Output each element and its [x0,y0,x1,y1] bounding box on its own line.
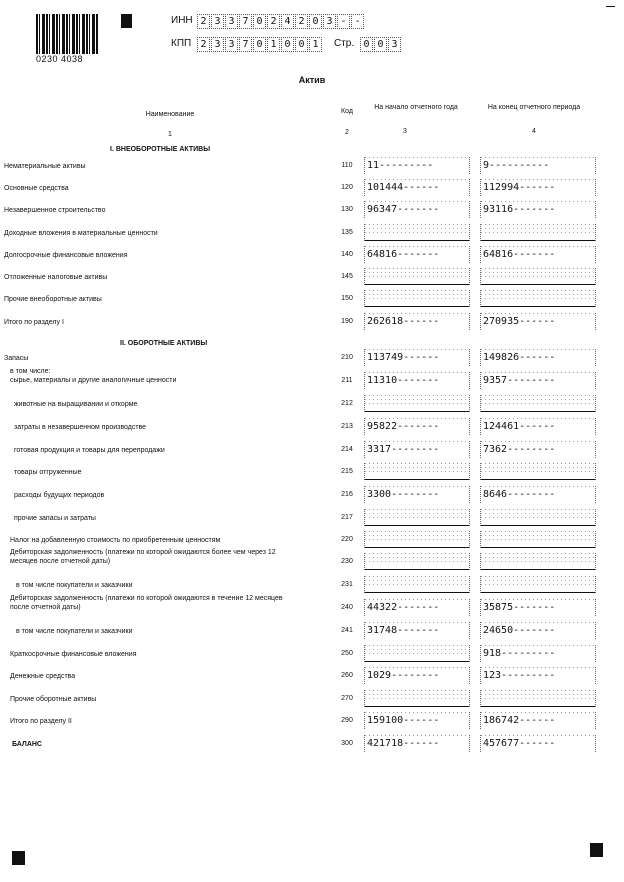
row-label: Основные средства [4,185,69,192]
value-start: 421718------ [367,738,440,749]
empty-solid-line [481,411,595,412]
col-name-number: 1 [168,131,172,138]
value-end: 24650------- [483,625,556,636]
value-box-start[interactable] [364,268,470,285]
kpp-digit-cell: 2 [197,37,210,52]
value-box-end[interactable] [480,349,596,366]
row-code: 214 [341,446,353,453]
value-box-start[interactable] [364,418,470,435]
value-start: 44322------- [367,602,440,613]
row-label: Краткосрочные финансовые вложения [10,651,137,658]
empty-dotted-line [365,232,469,233]
empty-dotted-line [365,649,469,650]
empty-dotted-line [365,298,469,299]
row-label-continued: месяцев после отчетной даты) [10,558,111,565]
value-box-end[interactable] [480,690,596,707]
row-label: Незавершенное строительство [4,207,106,214]
barcode-number: 0230 4038 [36,54,84,64]
value-box-end[interactable] [480,712,596,729]
page-digit-cell: 0 [374,37,387,52]
row-label: животные на выращивании и откорме [14,401,138,408]
empty-dotted-line [481,276,595,277]
kpp-digit-cell: 3 [211,37,224,52]
value-box-end[interactable] [480,201,596,218]
row-code: 216 [341,491,353,498]
empty-dotted-line [365,467,469,468]
kpp-digit-cell: 0 [281,37,294,52]
row-code: 260 [341,672,353,679]
registration-mark-top [121,14,132,28]
row-code: 110 [341,162,353,169]
value-box-start[interactable] [364,553,470,570]
value-box-end[interactable] [480,531,596,548]
value-start: 11--------- [367,160,434,171]
value-box-start[interactable] [364,224,470,241]
value-box-end[interactable] [480,735,596,752]
kpp-digit-cell: 1 [267,37,280,52]
row-label: Дебиторская задолженность (платежи по которой ожидаются в течение 12 месяцев после отчетной даты) [10,595,283,611]
row-label: Итого по разделу I [4,319,64,326]
empty-solid-line [365,306,469,307]
kpp-label: КПП [171,38,192,49]
section-1-heading: I. ВНЕОБОРОТНЫЕ АКТИВЫ [110,146,211,153]
empty-dotted-line [365,698,469,699]
value-end: 9357-------- [483,375,556,386]
row-label: прочие запасы и затраты [14,515,96,522]
value-box-end[interactable] [480,576,596,593]
empty-solid-line [365,661,469,662]
value-box-end[interactable] [480,622,596,639]
registration-mark-bottom-right [590,843,603,857]
value-box-end[interactable] [480,224,596,241]
empty-dotted-line [481,535,595,536]
empty-dotted-line [481,294,595,295]
empty-solid-line [481,479,595,480]
value-end: 124461------ [483,421,556,432]
empty-dotted-line [481,517,595,518]
value-box-end[interactable] [480,313,596,330]
empty-dotted-line [365,471,469,472]
value-box-start[interactable] [364,531,470,548]
empty-dotted-line [481,471,595,472]
inn-digit-cell: 4 [281,14,294,29]
row-code: 211 [341,377,353,384]
inn-digit-cell: 0 [253,14,266,29]
empty-dotted-line [365,513,469,514]
col-end-number: 4 [532,128,536,135]
empty-dotted-line [481,561,595,562]
row-code: 150 [341,295,353,302]
page-cells [360,37,402,52]
value-start: 262618------ [367,316,440,327]
value-box-start[interactable] [364,290,470,307]
row-code: 231 [341,581,353,588]
empty-dotted-line [481,513,595,514]
row-code: 240 [341,604,353,611]
col-start-number: 3 [403,128,407,135]
empty-solid-line [481,547,595,548]
empty-dotted-line [365,557,469,558]
kpp-digit-cell: 1 [309,37,322,52]
row-code: 190 [341,318,353,325]
kpp-digit-cell: 3 [225,37,238,52]
inn-digit-cell: 0 [309,14,322,29]
row-code: 300 [341,740,353,747]
empty-dotted-line [365,539,469,540]
value-box-start[interactable] [364,690,470,707]
empty-solid-line [365,525,469,526]
row-code: 145 [341,273,353,280]
value-box-end[interactable] [480,599,596,616]
row-label: Денежные средства [10,673,76,680]
value-box-start[interactable] [364,486,470,503]
page-digit-cell: 0 [360,37,373,52]
row-code: 290 [341,717,353,724]
inn-digit-cell: - [351,14,364,29]
empty-dotted-line [481,399,595,400]
value-box-start[interactable] [364,349,470,366]
empty-solid-line [365,547,469,548]
value-box-end[interactable] [480,645,596,662]
row-code: 210 [341,354,353,361]
empty-dotted-line [481,467,595,468]
empty-dotted-line [481,272,595,273]
row-label: БАЛАНС [12,741,42,748]
value-end: 93116------- [483,204,556,215]
row-code: 270 [341,695,353,702]
row-code: 140 [341,251,353,258]
value-end: 64816------- [483,249,556,260]
section-2-heading: II. ОБОРОТНЫЕ АКТИВЫ [120,340,208,347]
page-label: Стр. [334,38,355,49]
value-box-end[interactable] [480,667,596,684]
value-box-start[interactable] [364,395,470,412]
value-start: 3300-------- [367,489,440,500]
row-label: Прочие внеоборотные активы [4,296,102,303]
value-box-end[interactable] [480,290,596,307]
row-label: готовая продукция и товары для перепродажи [14,447,165,454]
empty-solid-line [481,284,595,285]
value-box-start[interactable] [364,735,470,752]
value-box-end[interactable] [480,179,596,196]
row-label: Отложенные налоговые активы [4,274,108,281]
value-box-start[interactable] [364,246,470,263]
empty-dotted-line [365,399,469,400]
empty-dotted-line [365,653,469,654]
row-code: 212 [341,400,353,407]
value-box-end[interactable] [480,246,596,263]
value-start: 1029-------- [367,670,440,681]
empty-dotted-line [365,517,469,518]
value-box-start[interactable] [364,622,470,639]
col-start-header: На начало отчетного года [374,104,458,111]
value-start: 3317-------- [367,444,440,455]
empty-dotted-line [365,580,469,581]
row-code: 215 [341,468,353,475]
value-end: 123--------- [483,670,556,681]
value-box-end[interactable] [480,486,596,503]
value-box-start[interactable] [364,157,470,174]
inn-digit-cell: 3 [211,14,224,29]
col-end-header: На конец отчетного периода [487,104,581,111]
row-label: Доходные вложения в материальные ценности [4,230,158,237]
row-label: в том числе покупатели и заказчики [16,582,133,589]
page-title: Актив [298,75,326,85]
inn-cells [197,14,365,29]
value-box-start[interactable] [364,179,470,196]
registration-mark-bottom-left [12,851,25,865]
row-label: Нематериальные активы [4,163,86,170]
value-end: 7362-------- [483,444,556,455]
row-label: в том числе: сырье, материалы и другие аналогичные ценности [10,368,177,384]
value-box-start[interactable] [364,372,470,389]
value-start: 113749------ [367,352,440,363]
empty-dotted-line [481,584,595,585]
value-end: 9---------- [483,160,550,171]
col-code-number: 2 [345,129,349,136]
empty-dotted-line [365,561,469,562]
barcode [36,14,98,54]
value-end: 270935------ [483,316,556,327]
empty-solid-line [481,569,595,570]
empty-solid-line [365,240,469,241]
value-end: 457677------ [483,738,556,749]
row-code: 213 [341,423,353,430]
inn-label: ИНН [171,15,193,26]
value-start: 64816------- [367,249,440,260]
empty-solid-line [481,240,595,241]
row-code: 120 [341,184,353,191]
row-code: 130 [341,206,353,213]
empty-dotted-line [365,294,469,295]
empty-dotted-line [481,403,595,404]
empty-dotted-line [365,694,469,695]
col-name-header: Наименование [145,111,195,118]
inn-digit-cell: 2 [267,14,280,29]
inn-digit-cell: 2 [197,14,210,29]
value-box-start[interactable] [364,313,470,330]
empty-solid-line [365,569,469,570]
value-end: 186742------ [483,715,556,726]
value-box-end[interactable] [480,441,596,458]
value-end: 149826------ [483,352,556,363]
empty-dotted-line [365,584,469,585]
inn-digit-cell: 3 [225,14,238,29]
row-code: 241 [341,627,353,634]
empty-solid-line [365,411,469,412]
value-box-start[interactable] [364,463,470,480]
row-code: 135 [341,229,353,236]
value-box-start[interactable] [364,667,470,684]
inn-digit-cell: - [337,14,350,29]
value-start: 159100------ [367,715,440,726]
value-box-end[interactable] [480,418,596,435]
row-label: Итого по разделу II [10,718,72,725]
value-end: 112994------ [483,182,556,193]
inn-digit-cell: 2 [295,14,308,29]
inn-digit-cell: 7 [239,14,252,29]
row-label: затраты в незавершенном производстве [14,424,147,431]
row-label: расходы будущих периодов [14,492,105,499]
value-end: 8646-------- [483,489,556,500]
row-code: 250 [341,650,353,657]
empty-solid-line [365,284,469,285]
row-label-continued: сырье, материалы и другие аналогичные ценности [10,377,177,384]
value-box-end[interactable] [480,509,596,526]
row-label: товары отгруженные [14,469,82,476]
empty-dotted-line [481,580,595,581]
value-box-end[interactable] [480,268,596,285]
value-start: 96347------- [367,204,440,215]
kpp-cells [197,37,323,52]
row-label: Запасы [4,355,29,362]
value-box-end[interactable] [480,395,596,412]
empty-dotted-line [481,539,595,540]
value-box-end[interactable] [480,157,596,174]
value-end: 35875------- [483,602,556,613]
value-box-start[interactable] [364,509,470,526]
value-box-end[interactable] [480,372,596,389]
empty-solid-line [481,525,595,526]
value-box-end[interactable] [480,553,596,570]
value-start: 31748------- [367,625,440,636]
value-box-start[interactable] [364,712,470,729]
empty-dotted-line [481,698,595,699]
row-label: Дебиторская задолженность (платежи по которой ожидаются более чем через 12 месяцев после отчетной даты) [10,549,276,565]
value-box-start[interactable] [364,599,470,616]
row-label: в том числе покупатели и заказчики [16,628,133,635]
value-start: 11310------- [367,375,440,386]
value-box-start[interactable] [364,441,470,458]
empty-solid-line [365,706,469,707]
kpp-digit-cell: 0 [253,37,266,52]
empty-dotted-line [481,232,595,233]
kpp-digit-cell: 7 [239,37,252,52]
row-code: 220 [341,536,353,543]
empty-dotted-line [365,403,469,404]
row-label: Налог на добавленную стоимость по приобретенным ценностям [10,537,221,544]
empty-dotted-line [365,276,469,277]
value-box-start[interactable] [364,645,470,662]
empty-solid-line [365,592,469,593]
empty-dotted-line [365,535,469,536]
empty-solid-line [481,306,595,307]
empty-dotted-line [481,557,595,558]
value-box-end[interactable] [480,463,596,480]
empty-solid-line [365,479,469,480]
row-code: 230 [341,558,353,565]
corner-dash [606,6,615,7]
empty-solid-line [481,592,595,593]
row-code: 217 [341,514,353,521]
empty-solid-line [481,706,595,707]
empty-dotted-line [481,694,595,695]
value-box-start[interactable] [364,576,470,593]
row-label-continued: после отчетной даты) [10,604,81,611]
empty-dotted-line [481,298,595,299]
kpp-digit-cell: 0 [295,37,308,52]
row-label: Долгосрочные финансовые вложения [4,252,128,259]
empty-dotted-line [481,228,595,229]
value-box-start[interactable] [364,201,470,218]
inn-digit-cell: 3 [323,14,336,29]
value-start: 95822------- [367,421,440,432]
row-label: Прочие оборотные активы [10,696,97,703]
page-digit-cell: 3 [388,37,401,52]
empty-dotted-line [365,272,469,273]
value-end: 918--------- [483,648,556,659]
col-code-header: Код [341,108,353,115]
value-start: 101444------ [367,182,440,193]
empty-dotted-line [365,228,469,229]
